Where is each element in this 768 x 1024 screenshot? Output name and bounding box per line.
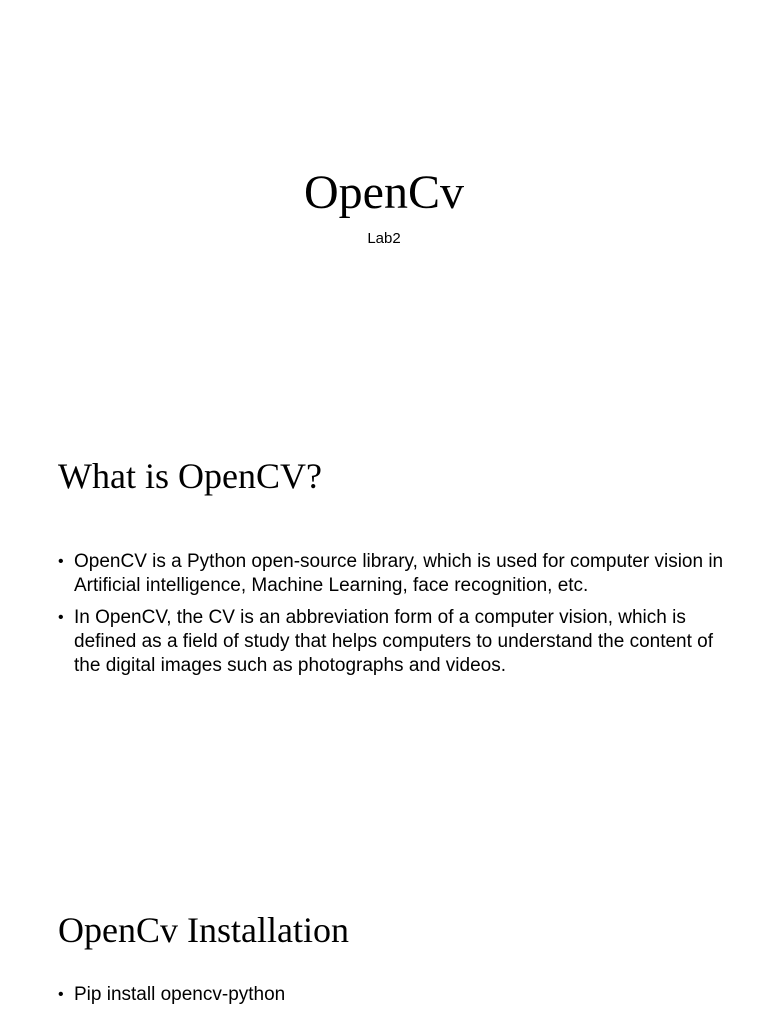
what-is-opencv-slide bbox=[0, 432, 768, 864]
slide-heading: OpenCv Installation bbox=[58, 910, 349, 950]
title-slide bbox=[0, 0, 768, 432]
slide-title: OpenCv bbox=[304, 166, 464, 219]
bullet-item bbox=[58, 606, 730, 678]
bullet-list bbox=[58, 983, 730, 1015]
slide-subtitle: Lab2 bbox=[367, 230, 401, 247]
installation-slide bbox=[0, 864, 768, 1024]
bullet-icon: • bbox=[58, 553, 64, 570]
bullet-list bbox=[58, 550, 730, 686]
bullet-text: In OpenCV, the CV is an abbreviation form of a computer vision, which is defined as a field of study that helps computers to understand the content of the digital images such as photographs and videos. bbox=[74, 607, 714, 676]
bullet-item bbox=[58, 550, 730, 598]
bullet-text: Pip install opencv-python bbox=[74, 984, 286, 1005]
bullet-item bbox=[58, 983, 730, 1007]
slide-heading: What is OpenCV? bbox=[58, 456, 322, 496]
bullet-text: OpenCV is a Python open-source library, which is used for computer vision in Artificial intelligence, Machine Learning, face recognition, etc. bbox=[74, 551, 724, 596]
bullet-icon: • bbox=[58, 609, 64, 626]
bullet-icon: • bbox=[58, 986, 64, 1003]
